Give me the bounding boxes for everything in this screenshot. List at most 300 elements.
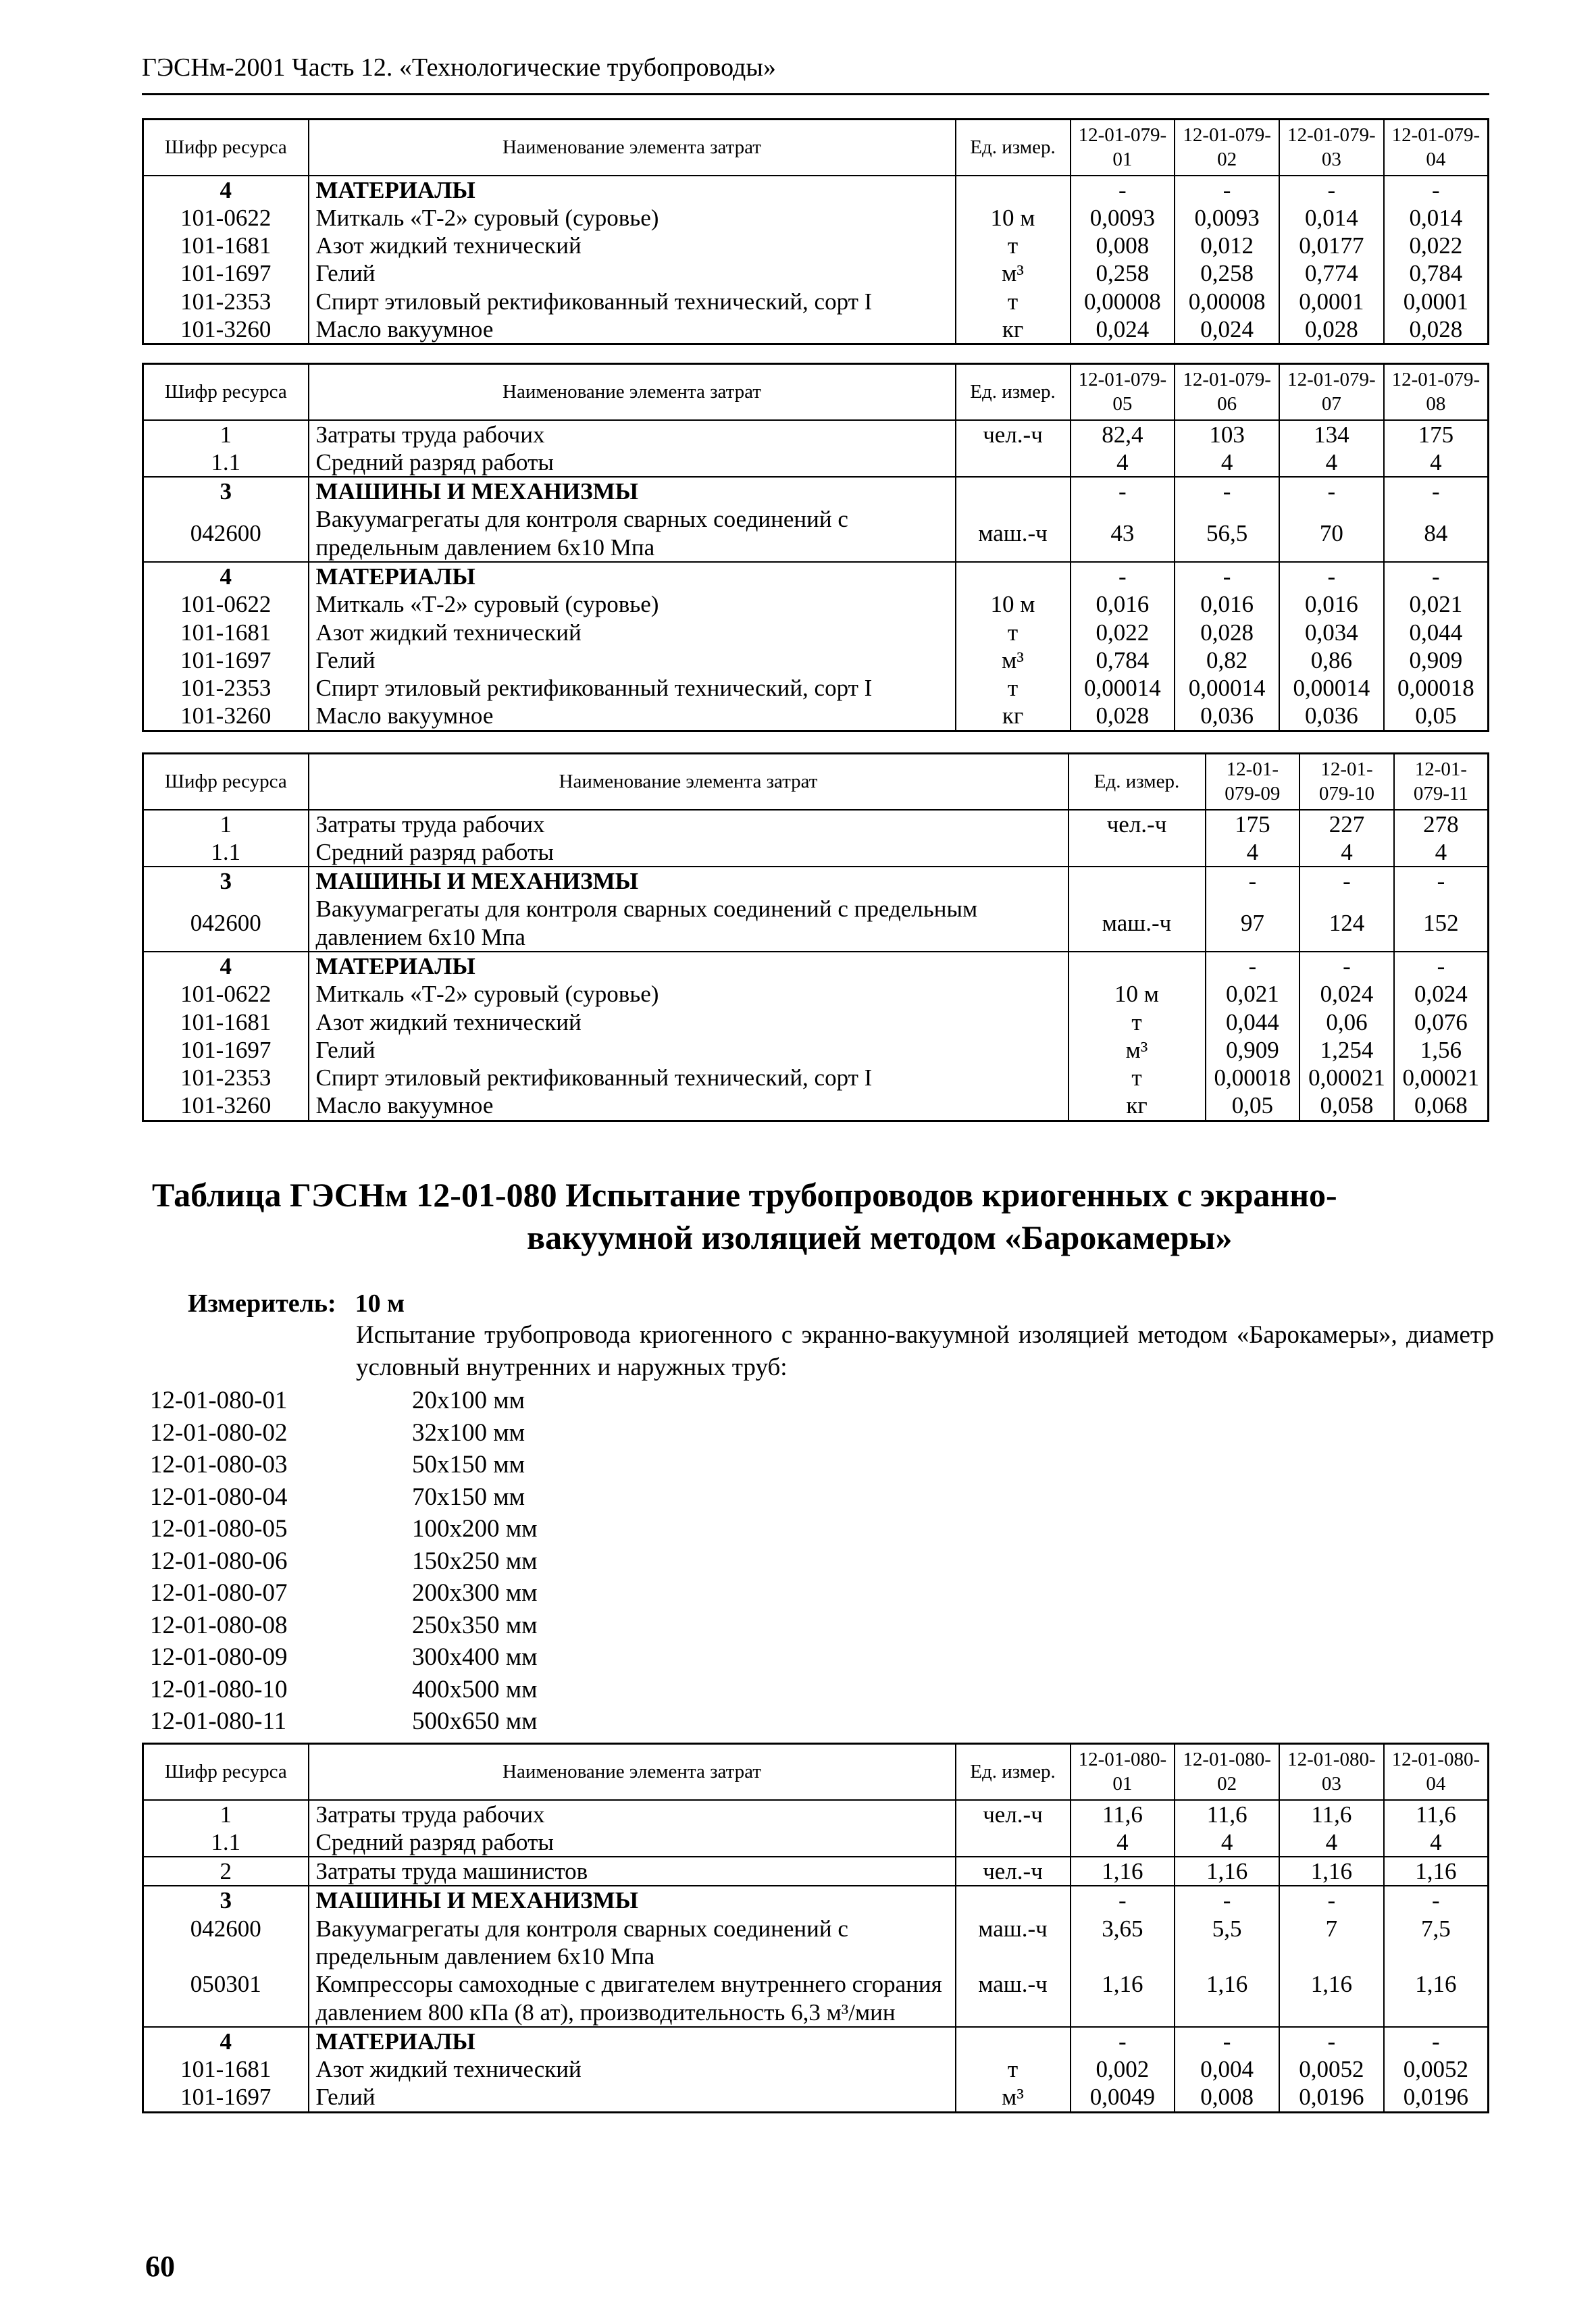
norm-value: 0,016 [1279,590,1384,618]
resource-code: 101-1697 [143,1036,309,1064]
norm-value: - [1299,867,1394,895]
norm-value: 0,068 [1394,1091,1489,1121]
table-row [143,562,1489,590]
norm-value: 0,0052 [1279,2055,1384,2083]
unit-of-measure [956,2027,1071,2055]
norm-value: - [1394,867,1489,895]
table-row [143,448,1489,477]
table-row [143,952,1489,980]
header-norm-code: 12-01-079-11 [1394,754,1489,810]
norm-value: 0,909 [1206,1036,1300,1064]
norm-value: 11,6 [1175,1800,1279,1828]
header-name: Наименование элемента затрат [309,364,956,420]
norm-value: - [1175,477,1279,505]
norm-value: 0,076 [1394,1008,1489,1036]
unit-of-measure: кг [1069,1091,1206,1121]
norm-value: 1,16 [1384,1857,1489,1886]
unit-of-measure: т [956,619,1071,646]
norm-value: - [1394,952,1489,980]
norm-value: 0,774 [1279,259,1384,287]
norm-value: 0,021 [1384,590,1489,618]
cost-table-079-09-11 [142,752,1489,1122]
cost-item-name: Масло вакуумное [309,315,956,344]
norm-value: 0,044 [1206,1008,1300,1036]
norm-value: 4 [1384,1828,1489,1857]
header-norm-code: 12-01-080-03 [1279,1744,1384,1800]
resource-code: 3 [143,477,309,505]
norm-value: 0,784 [1384,259,1489,287]
resource-code: 101-1681 [143,232,309,259]
resource-code: 1 [143,810,309,838]
norm-value: 0,86 [1279,646,1384,674]
unit-of-measure [956,477,1071,505]
cost-item-name: МАШИНЫ И МЕХАНИЗМЫ [309,1886,956,1914]
pipe-size: 400x500 мм [412,1675,538,1703]
cost-item-name: МАШИНЫ И МЕХАНИЗМЫ [309,867,1069,895]
norm-value: 0,82 [1175,646,1279,674]
resource-code: 042600 [143,505,309,562]
cost-item-name: Средний разряд работы [309,838,1069,867]
resource-code: 101-1681 [143,2055,309,2083]
code-size-row [150,1449,538,1481]
norm-value: - [1071,176,1175,204]
norm-value: - [1175,2027,1279,2055]
norm-value: 4 [1279,448,1384,477]
table-title [152,1174,1489,1258]
unit-of-measure: чел.-ч [956,420,1071,448]
norm-code: 12-01-080-02 [150,1418,288,1447]
table-row [143,619,1489,646]
norm-value: 70 [1279,505,1384,562]
table-row [143,1008,1489,1036]
code-size-row [150,1610,538,1642]
resource-code: 101-2353 [143,1064,309,1091]
norm-value: 0,0196 [1384,2083,1489,2112]
unit-of-measure [956,1886,1071,1914]
code-size-row [150,1545,538,1578]
pipe-size: 300x400 мм [412,1643,538,1671]
unit-of-measure [956,562,1071,590]
page-header: ГЭСНм-2001 Часть 12. «Технологические трубопроводы» [142,53,776,82]
norm-value: 1,56 [1394,1036,1489,1064]
norm-value: 124 [1299,895,1394,952]
table-row [143,590,1489,618]
table-row [143,1970,1489,2027]
unit-of-measure: т [956,674,1071,702]
table-description: Испытание трубопровода криогенного с экранно-вакуумной изоляцией методом «Барокамеры», диаметр условный внутренних и наружных труб: [356,1321,1494,1382]
norm-value: 4 [1175,1828,1279,1857]
norm-code: 12-01-080-11 [150,1707,287,1735]
unit-of-measure: м³ [956,646,1071,674]
header-norm-code: 12-01-079-05 [1071,364,1175,420]
table-row [143,2083,1489,2112]
norm-value: 0,00008 [1175,288,1279,315]
code-size-row [150,1705,538,1738]
header-code: Шифр ресурса [143,754,309,810]
resource-code: 2 [143,1857,309,1886]
norm-value: 0,024 [1175,315,1279,344]
header-norm-code: 12-01-079-10 [1299,754,1394,810]
norm-value: 0,05 [1206,1091,1300,1121]
norm-value: 0,00008 [1071,288,1175,315]
norm-value: - [1175,1886,1279,1914]
table-row [143,980,1489,1008]
norm-value: 0,036 [1279,702,1384,731]
norm-value: 0,028 [1279,315,1384,344]
resource-code: 101-0622 [143,590,309,618]
unit-of-measure: чел.-ч [1069,810,1206,838]
norm-value: 0,012 [1175,232,1279,259]
unit-of-measure: чел.-ч [956,1857,1071,1886]
header-norm-code: 12-01-080-02 [1175,1744,1279,1800]
norm-value: 0,00018 [1206,1064,1300,1091]
cost-item-name: Спирт этиловый ректификованный технический, сорт I [309,1064,1069,1091]
meter [188,1289,405,1318]
table-title-line-2: вакуумной изоляцией методом «Барокамеры» [527,1218,1233,1256]
norm-value: - [1071,1886,1175,1914]
norm-value: - [1279,176,1384,204]
resource-code: 4 [143,2027,309,2055]
code-size-row [150,1577,538,1610]
table-row [143,1828,1489,1857]
norm-value: 0,06 [1299,1008,1394,1036]
header-unit: Ед. измер. [956,364,1071,420]
header-norm-code: 12-01-080-04 [1384,1744,1489,1800]
norm-value: 103 [1175,420,1279,448]
norm-value: 175 [1206,810,1300,838]
cost-item-name: Азот жидкий технический [309,2055,956,2083]
norm-value: 0,022 [1384,232,1489,259]
header-code: Шифр ресурса [143,120,309,176]
norm-value: 0,909 [1384,646,1489,674]
norm-value: - [1279,562,1384,590]
norm-value: 11,6 [1384,1800,1489,1828]
unit-of-measure: маш.-ч [956,1970,1071,2027]
unit-of-measure: маш.-ч [1069,895,1206,952]
unit-of-measure: м³ [1069,1036,1206,1064]
cost-item-name: МАТЕРИАЛЫ [309,952,1069,980]
unit-of-measure: т [1069,1008,1206,1036]
unit-of-measure [1069,952,1206,980]
header-norm-code: 12-01-079-03 [1279,120,1384,176]
table-row [143,646,1489,674]
header-rule [142,93,1489,95]
table-row [143,232,1489,259]
pipe-size: 20x100 мм [412,1387,525,1414]
unit-of-measure: т [1069,1064,1206,1091]
resource-code: 3 [143,867,309,895]
resource-code: 1 [143,420,309,448]
table-row [143,204,1489,232]
norm-value: 0,0001 [1279,288,1384,315]
norm-value: 4 [1175,448,1279,477]
norm-value: - [1384,477,1489,505]
resource-code: 101-3260 [143,1091,309,1121]
norm-value: 0,00021 [1394,1064,1489,1091]
norm-value: 1,16 [1071,1970,1175,2027]
header-unit: Ед. измер. [956,120,1071,176]
header-name: Наименование элемента затрат [309,120,956,176]
table-row [143,895,1489,952]
norm-value: - [1384,562,1489,590]
resource-code: 101-0622 [143,980,309,1008]
cost-item-name: Миткаль «Т-2» суровый (суровье) [309,204,956,232]
norm-value: 4 [1206,838,1300,867]
meter-label: Измеритель: [188,1289,336,1318]
cost-item-name: Компрессоры самоходные с двигателем внутреннего сгорания давлением 800 кПа (8 ат), производительность 6,3 м³/мин [309,1970,956,2027]
norm-value: 134 [1279,420,1384,448]
norm-value: 278 [1394,810,1489,838]
cost-item-name: Затраты труда рабочих [309,810,1069,838]
table-row [143,1800,1489,1828]
norm-value: 4 [1384,448,1489,477]
norm-value: 0,022 [1071,619,1175,646]
table-row [143,2027,1489,2055]
norm-value: 97 [1206,895,1300,952]
code-size-list [150,1385,538,1738]
unit-of-measure [956,1828,1071,1857]
cost-item-name: МАТЕРИАЛЫ [309,562,956,590]
norm-value: 11,6 [1071,1800,1175,1828]
header-name: Наименование элемента затрат [309,1744,956,1800]
resource-code: 101-2353 [143,674,309,702]
norm-value: 4 [1071,448,1175,477]
norm-value: - [1175,176,1279,204]
norm-value: 0,0093 [1175,204,1279,232]
table-row [143,259,1489,287]
norm-value: 152 [1394,895,1489,952]
cost-item-name: Вакуумагрегаты для контроля сварных соединений с предельным давлением 6x10 Мпа [309,895,1069,952]
cost-item-name: Спирт этиловый ректификованный технический, сорт I [309,288,956,315]
pipe-size: 100x200 мм [412,1515,538,1543]
cost-item-name: Вакуумагрегаты для контроля сварных соединений с предельным давлением 6x10 Мпа [309,505,956,562]
norm-value: 0,008 [1175,2083,1279,2112]
cost-item-name: Гелий [309,646,956,674]
norm-value: - [1279,477,1384,505]
norm-value: - [1175,562,1279,590]
code-size-row [150,1674,538,1706]
norm-value: 0,014 [1384,204,1489,232]
table-row [143,477,1489,505]
norm-value: 56,5 [1175,505,1279,562]
norm-value: 0,0001 [1384,288,1489,315]
pipe-size: 150x250 мм [412,1547,538,1575]
code-size-row [150,1513,538,1545]
norm-value: 0,058 [1299,1091,1394,1121]
norm-value: 0,05 [1384,702,1489,731]
cost-item-name: Затраты труда рабочих [309,420,956,448]
cost-item-name: Средний разряд работы [309,1828,956,1857]
resource-code: 1.1 [143,1828,309,1857]
header-code: Шифр ресурса [143,1744,309,1800]
unit-of-measure [1069,838,1206,867]
norm-value: 0,0049 [1071,2083,1175,2112]
norm-value: 5,5 [1175,1915,1279,1971]
norm-value: 0,016 [1071,590,1175,618]
resource-code: 042600 [143,895,309,952]
unit-of-measure: 10 м [1069,980,1206,1008]
table-title-line-1: Таблица ГЭСНм 12-01-080 Испытание трубопроводов криогенных с экранно- [152,1176,1337,1214]
norm-value: 0,0093 [1071,204,1175,232]
resource-code: 4 [143,952,309,980]
cost-item-name: Масло вакуумное [309,1091,1069,1121]
pipe-size: 500x650 мм [412,1707,538,1735]
pipe-size: 200x300 мм [412,1579,538,1607]
unit-of-measure: м³ [956,2083,1071,2112]
unit-of-measure: т [956,232,1071,259]
table-row [143,702,1489,731]
unit-of-measure: кг [956,315,1071,344]
cost-item-name: Гелий [309,259,956,287]
norm-value: - [1279,1886,1384,1914]
norm-value: 0,008 [1071,232,1175,259]
unit-of-measure: м³ [956,259,1071,287]
norm-value: 0,00018 [1384,674,1489,702]
unit-of-measure: т [956,288,1071,315]
norm-value: - [1071,477,1175,505]
norm-value: 1,16 [1384,1970,1489,2027]
norm-value: 0,0052 [1384,2055,1489,2083]
unit-of-measure: чел.-ч [956,1800,1071,1828]
norm-value: 7 [1279,1915,1384,1971]
cost-item-name: Азот жидкий технический [309,619,956,646]
norm-value: - [1071,2027,1175,2055]
unit-of-measure [956,448,1071,477]
norm-value: 0,258 [1071,259,1175,287]
unit-of-measure: маш.-ч [956,505,1071,562]
resource-code: 3 [143,1886,309,1914]
norm-code: 12-01-080-06 [150,1547,288,1575]
resource-code: 4 [143,562,309,590]
norm-value: 0,784 [1071,646,1175,674]
unit-of-measure: 10 м [956,204,1071,232]
norm-value: 0,014 [1279,204,1384,232]
norm-value: 0,024 [1394,980,1489,1008]
norm-value: 0,034 [1279,619,1384,646]
table-row [143,838,1489,867]
cost-item-name: МАТЕРИАЛЫ [309,176,956,204]
cost-item-name: Гелий [309,2083,956,2112]
norm-code: 12-01-080-07 [150,1579,288,1607]
table-row [143,505,1489,562]
norm-value: 0,028 [1071,702,1175,731]
resource-code: 1 [143,1800,309,1828]
norm-value: 0,00014 [1175,674,1279,702]
norm-value: 0,024 [1071,315,1175,344]
header-norm-code: 12-01-079-06 [1175,364,1279,420]
norm-value: 0,00014 [1279,674,1384,702]
norm-value: - [1384,1886,1489,1914]
norm-value: 0,002 [1071,2055,1175,2083]
header-norm-code: 12-01-079-09 [1206,754,1300,810]
unit-of-measure: т [956,2055,1071,2083]
norm-value: 0,036 [1175,702,1279,731]
header-unit: Ед. измер. [1069,754,1206,810]
cost-item-name: Затраты труда машинистов [309,1857,956,1886]
table-row [143,420,1489,448]
code-size-row [150,1481,538,1514]
code-size-row [150,1385,538,1417]
cost-item-name: Затраты труда рабочих [309,1800,956,1828]
norm-value: 4 [1279,1828,1384,1857]
norm-value: 1,16 [1279,1970,1384,2027]
norm-value: 1,16 [1071,1857,1175,1886]
table-row [143,315,1489,344]
norm-value: 0,00014 [1071,674,1175,702]
norm-value: - [1206,952,1300,980]
pipe-size: 50x150 мм [412,1451,525,1479]
code-size-row [150,1417,538,1449]
cost-item-name: Средний разряд работы [309,448,956,477]
resource-code: 042600 [143,1915,309,1971]
norm-value: 0,028 [1175,619,1279,646]
unit-of-measure: кг [956,702,1071,731]
unit-of-measure: 10 м [956,590,1071,618]
table-row [143,288,1489,315]
norm-code: 12-01-080-01 [150,1387,288,1414]
norm-value: 0,021 [1206,980,1300,1008]
cost-item-name: Спирт этиловый ректификованный технический, сорт I [309,674,956,702]
code-size-row [150,1641,538,1674]
norm-value: 227 [1299,810,1394,838]
norm-code: 12-01-080-03 [150,1451,288,1479]
resource-code: 050301 [143,1970,309,2027]
norm-value: 0,258 [1175,259,1279,287]
norm-value: 43 [1071,505,1175,562]
table-row [143,1915,1489,1971]
norm-value: 4 [1299,838,1394,867]
norm-value: - [1206,867,1300,895]
norm-code: 12-01-080-08 [150,1611,288,1639]
cost-item-name: МАШИНЫ И МЕХАНИЗМЫ [309,477,956,505]
norm-value: 82,4 [1071,420,1175,448]
table-row [143,1091,1489,1121]
norm-value: 175 [1384,420,1489,448]
resource-code: 101-3260 [143,702,309,731]
norm-value: 1,16 [1175,1857,1279,1886]
table-row [143,176,1489,204]
cost-table-079-05-08 [142,363,1489,732]
unit-of-measure [1069,867,1206,895]
table-row [143,1036,1489,1064]
norm-value: 0,024 [1299,980,1394,1008]
norm-value: 4 [1394,838,1489,867]
norm-value: 0,0177 [1279,232,1384,259]
resource-code: 101-1681 [143,1008,309,1036]
norm-value: 0,044 [1384,619,1489,646]
header-norm-code: 12-01-079-04 [1384,120,1489,176]
norm-value: 0,028 [1384,315,1489,344]
table-row [143,1857,1489,1886]
resource-code: 1.1 [143,838,309,867]
resource-code: 101-2353 [143,288,309,315]
norm-value: 1,16 [1175,1970,1279,2027]
header-norm-code: 12-01-079-07 [1279,364,1384,420]
resource-code: 101-3260 [143,315,309,344]
resource-code: 101-0622 [143,204,309,232]
norm-code: 12-01-080-09 [150,1643,288,1671]
meter-value: 10 м [355,1289,405,1318]
norm-value: 1,16 [1279,1857,1384,1886]
cost-table-079-01-04 [142,118,1489,345]
resource-code: 1.1 [143,448,309,477]
cost-item-name: Азот жидкий технический [309,232,956,259]
norm-value: 0,00021 [1299,1064,1394,1091]
cost-table-080-01-04 [142,1743,1489,2113]
unit-of-measure [956,176,1071,204]
table-row [143,674,1489,702]
norm-value: 4 [1071,1828,1175,1857]
